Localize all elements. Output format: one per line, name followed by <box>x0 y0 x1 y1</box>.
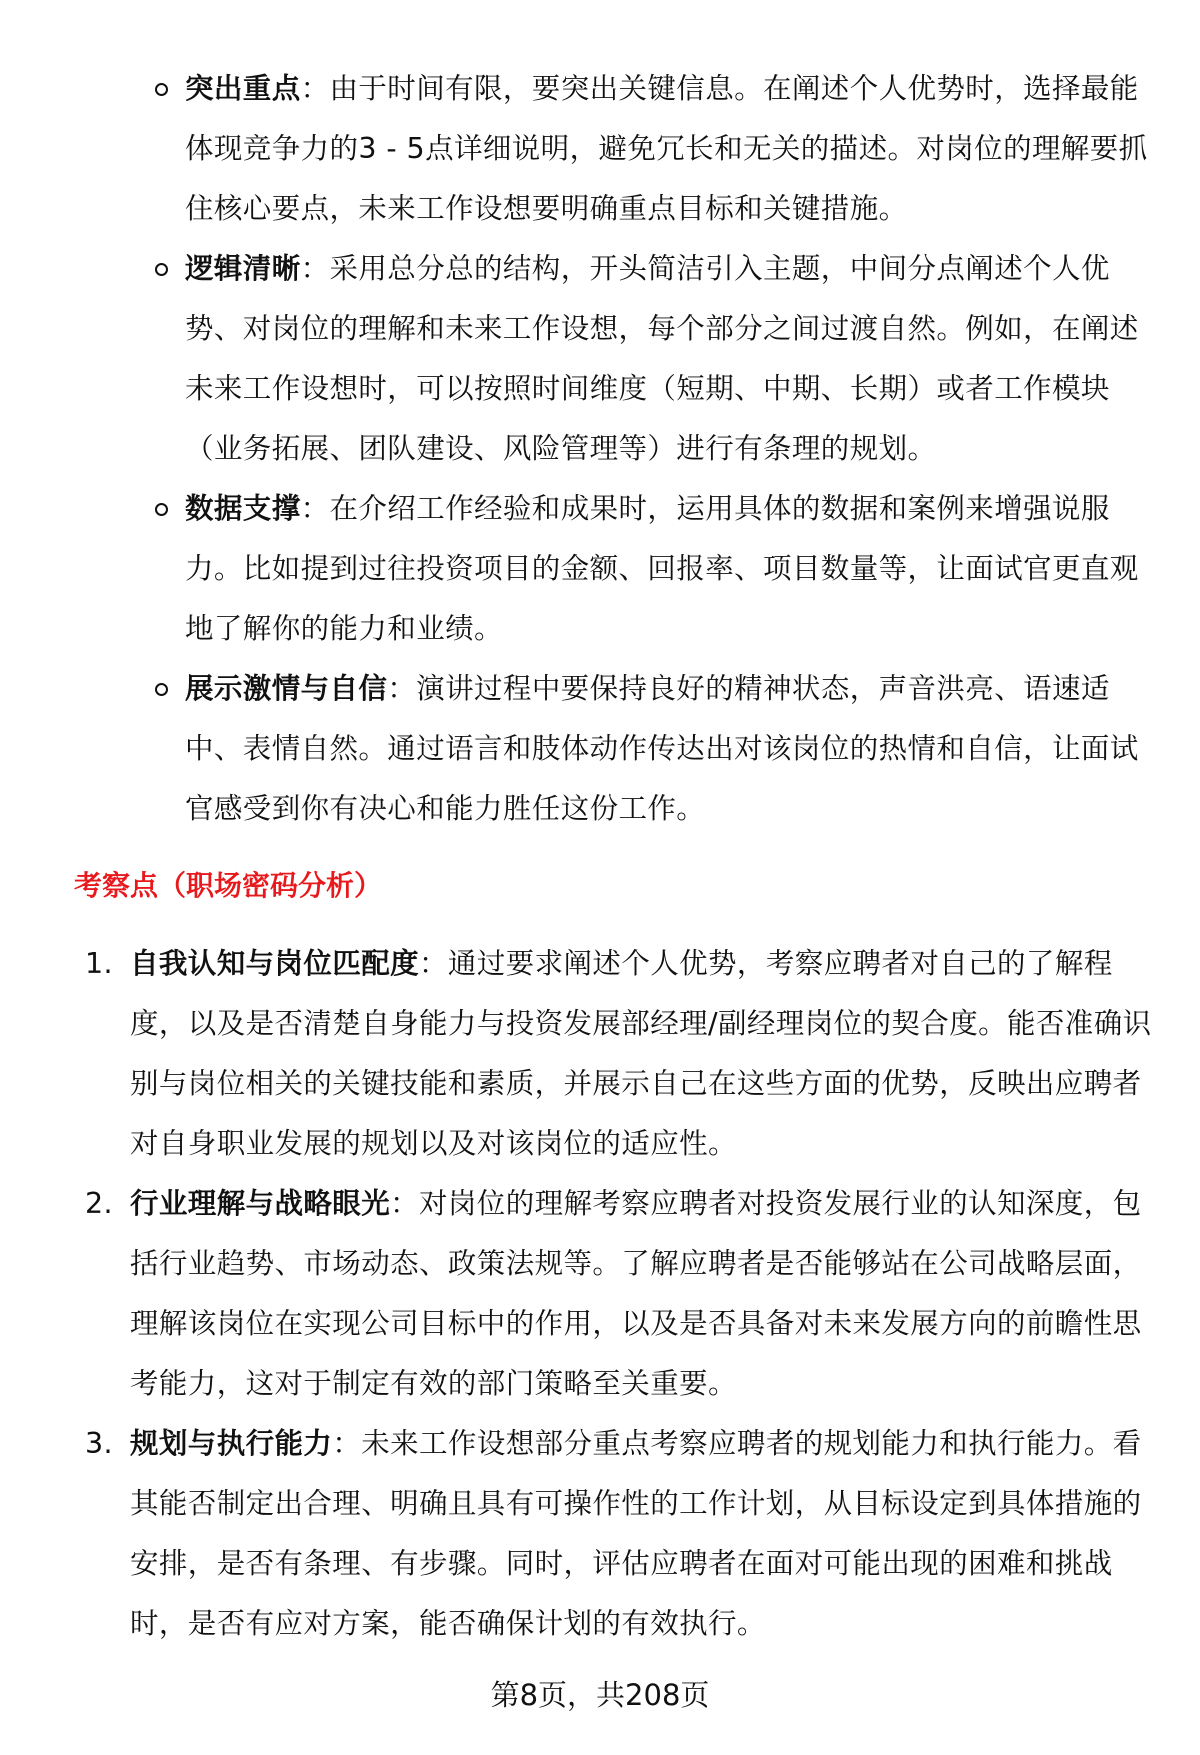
bullet-circle-icon <box>155 683 168 696</box>
item-text: ：在介绍工作经验和成果时，运用具体的数据和案例来增强说服力。比如提到过往投资项目的金额、回报率、项目数量等，让面试官更直观地了解你的能力和业绩。 <box>185 492 1139 645</box>
bullet-circle-icon <box>155 503 168 516</box>
list-item <box>185 659 1160 839</box>
item-text: ：对岗位的理解考察应聘者对投资发展行业的认知深度，包括行业趋势、市场动态、政策法规等。了解应聘者是否能够站在公司战略层面，理解该岗位在实现公司目标中的作用，以及是否具备对未来发展方向的前瞻性思考能力，这对于制定有效的部门策略至关重要。 <box>130 1187 1142 1400</box>
list-item <box>85 1174 1170 1414</box>
item-text: ：未来工作设想部分重点考察应聘者的规划能力和执行能力。看其能否制定出合理、明确且具有可操作性的工作计划，从目标设定到具体措施的安排，是否有条理、有步骤。同时，评估应聘者在面对可能出现的困难和挑战时，是否有应对方案，能否确保计划的有效执行。 <box>130 1427 1142 1640</box>
bullet-circle-icon <box>155 83 168 96</box>
list-item <box>85 1414 1170 1654</box>
item-number: 1. <box>85 947 113 980</box>
points-list <box>85 934 1170 1654</box>
item-text: ：通过要求阐述个人优势，考察应聘者对自己的了解程度，以及是否清楚自身能力与投资发展部经理/副经理岗位的契合度。能否准确识别与岗位相关的关键技能和素质，并展示自己在这些方面的优势，反映出应聘者对自身职业发展的规划以及对该岗位的适应性。 <box>130 947 1152 1160</box>
list-item <box>185 239 1160 479</box>
item-title: 逻辑清晰 <box>185 252 301 285</box>
item-title: 展示激情与自信 <box>185 672 388 705</box>
item-number: 3. <box>85 1427 113 1460</box>
item-title: 突出重点 <box>185 72 301 105</box>
section-heading: 考察点（职场密码分析） <box>74 869 383 902</box>
item-text: ：演讲过程中要保持良好的精神状态，声音洪亮、语速适中、表情自然。通过语言和肢体动作传达出对该岗位的热情和自信，让面试官感受到你有决心和能力胜任这份工作。 <box>185 672 1139 825</box>
item-number: 2. <box>85 1187 113 1220</box>
item-text: ：由于时间有限，要突出关键信息。在阐述个人优势时，选择最能体现竞争力的3 - 5点详细说明，避免冗长和无关的描述。对岗位的理解要抓住核心要点，未来工作设想要明确重点目标和关键措施。 <box>185 72 1148 225</box>
page-number: 第8页，共208页 <box>490 1678 710 1712</box>
list-item <box>85 934 1170 1174</box>
item-title: 数据支撑 <box>185 492 301 525</box>
item-title: 自我认知与岗位匹配度 <box>130 947 420 980</box>
tips-list <box>185 59 1160 839</box>
list-item <box>185 59 1160 239</box>
list-item <box>185 479 1160 659</box>
item-title: 行业理解与战略眼光 <box>130 1187 391 1220</box>
bullet-circle-icon <box>155 263 168 276</box>
item-text: ：采用总分总的结构，开头简洁引入主题，中间分点阐述个人优势、对岗位的理解和未来工作设想，每个部分之间过渡自然。例如，在阐述未来工作设想时，可以按照时间维度（短期、中期、长期）或者工作模块（业务拓展、团队建设、风险管理等）进行有条理的规划。 <box>185 252 1139 465</box>
item-title: 规划与执行能力 <box>130 1427 333 1460</box>
